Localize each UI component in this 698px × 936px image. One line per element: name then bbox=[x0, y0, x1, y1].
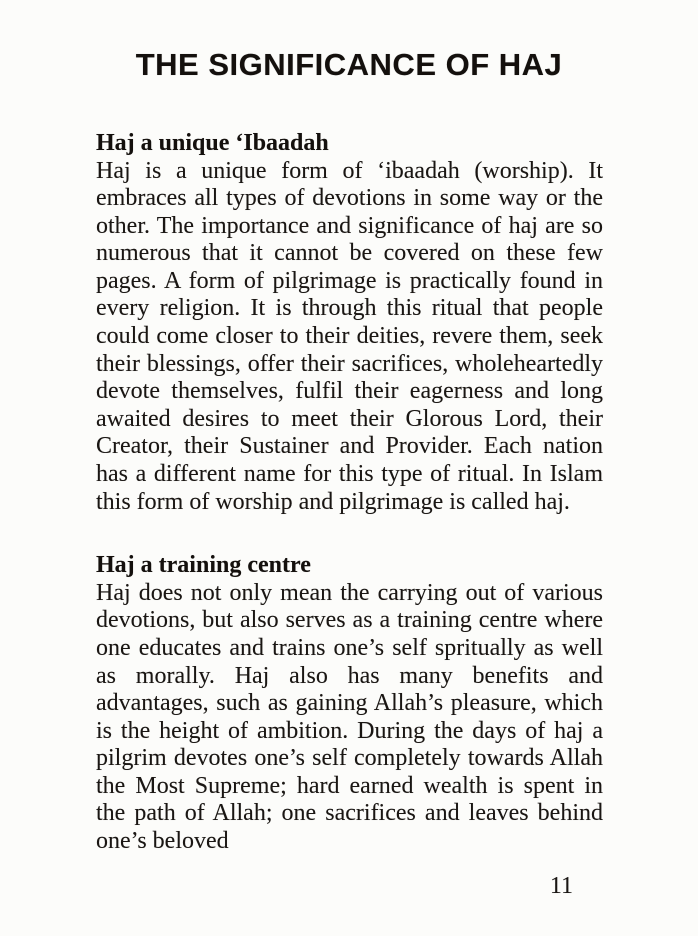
section-training-centre bbox=[96, 552, 603, 855]
page-title: THE SIGNIFICANCE OF HAJ bbox=[135, 47, 563, 82]
section-heading: Haj a training centre bbox=[96, 552, 311, 579]
section-heading: Haj a unique ‘Ibaadah bbox=[96, 130, 329, 156]
page-number: 11 bbox=[549, 873, 573, 899]
section-paragraph: Haj does not only mean the carrying out of various devotions, but also serves as a training centre where one educates and trains one’s self spritually as well as morally. Haj also has many benefits and advantages, such as gaining Allah’s pleasure, which is the height of ambition. During the days of haj a pilgrim devotes one’s self completely towards Allah the Most Supreme; hard earned wealth is spent in the path of Allah; one sacrifices and leaves behind one’s beloved bbox=[96, 579, 603, 855]
section-paragraph: Haj is a unique form of ‘ibaadah (worship). It embraces all types of devotions in some way or the other. The importance and significance of haj are so numerous that it cannot be covered on these few pages. A form of pilgrimage is practically found in every religion. It is through this ritual that people could come closer to their deities, revere them, seek their blessings, offer their sacrifices, wholeheartedly devote themselves, fulfil their eagerness and long awaited desires to meet their Glorous Lord, their Creator, their Sustainer and Provider. Each nation has a different name for this type of ritual. In Islam this form of worship and pilgrimage is called haj. bbox=[96, 157, 603, 515]
page-content bbox=[96, 130, 603, 856]
section-unique-ibaadah bbox=[96, 130, 603, 516]
